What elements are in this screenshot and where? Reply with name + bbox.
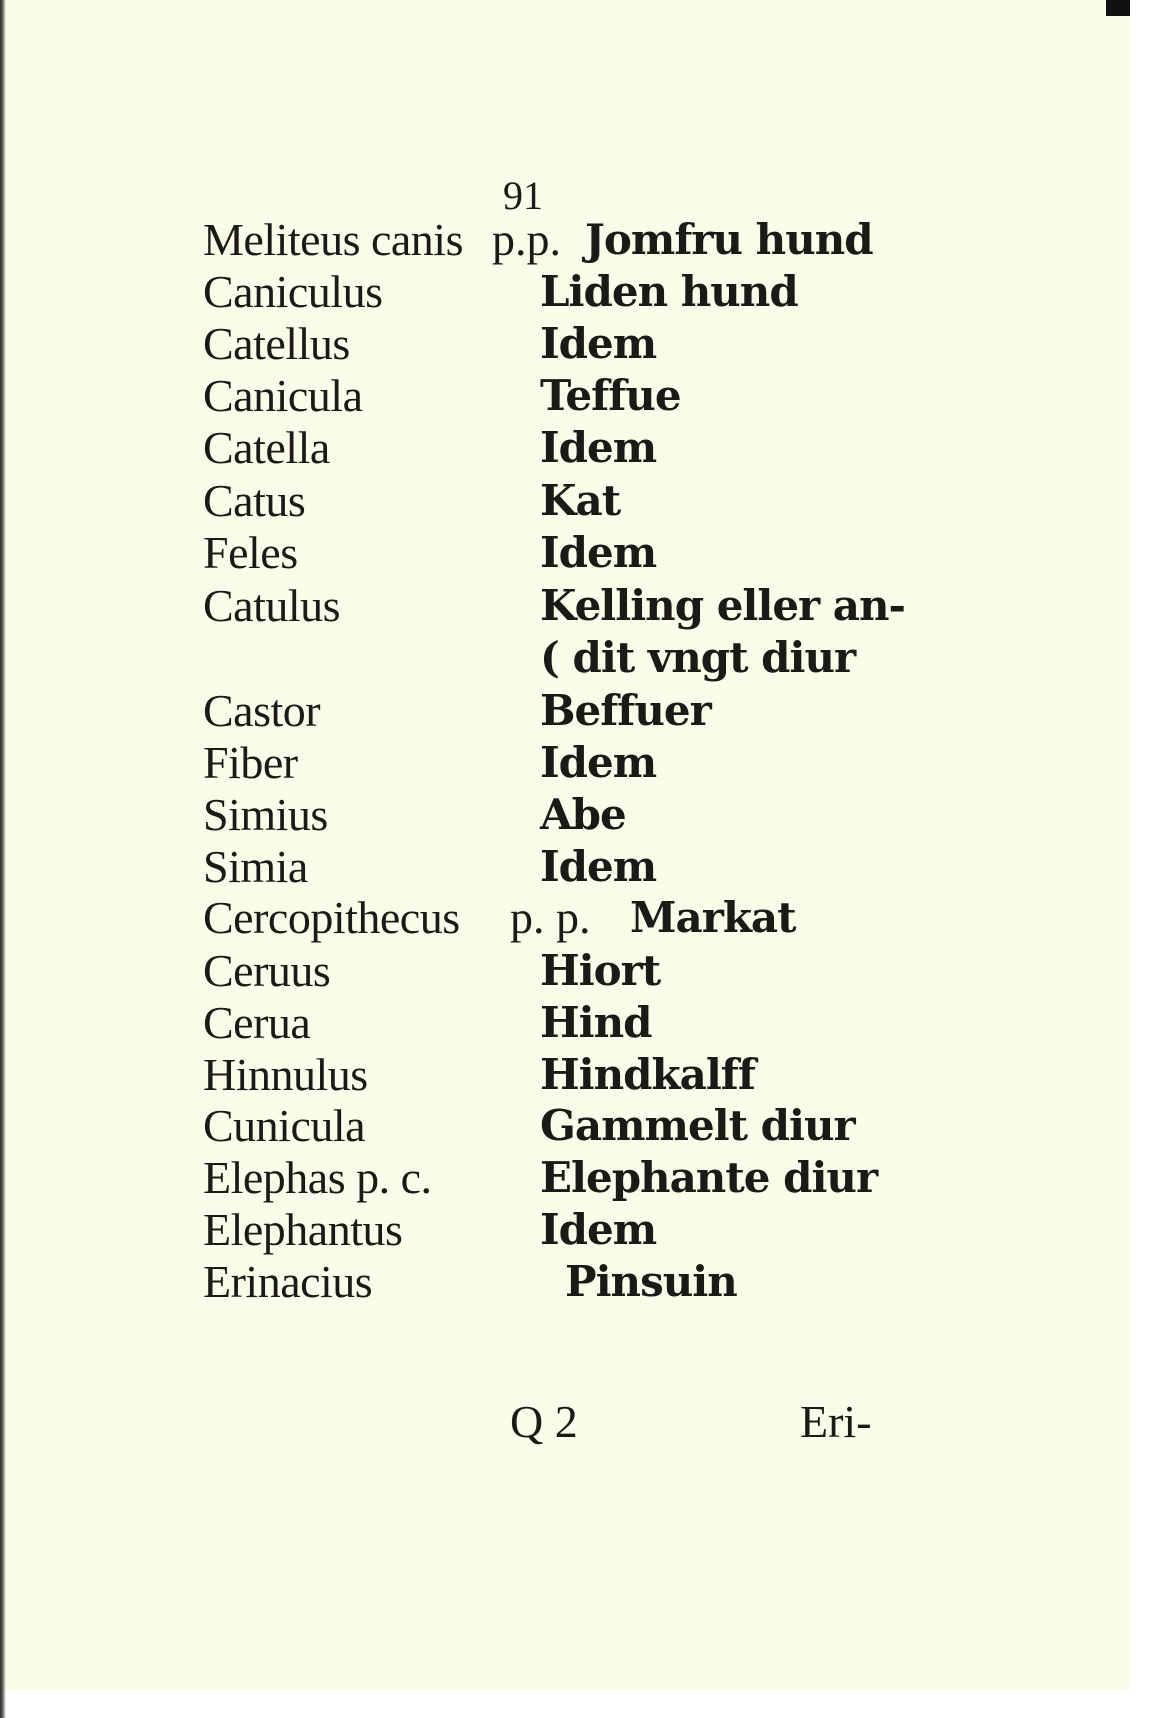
entry-row	[0, 890, 1130, 946]
entry-row	[0, 368, 1130, 424]
latin-term: Cercopithecus	[203, 892, 460, 943]
latin-term: Catulus	[203, 580, 341, 631]
latin-term: Catus	[203, 475, 306, 526]
danish-term: Teffue	[540, 371, 681, 420]
entry-row	[0, 735, 1130, 791]
latin-term: Cerua	[203, 997, 311, 1048]
latin-term: Caniculus	[203, 266, 383, 317]
danish-term: Kelling eller an-	[540, 581, 905, 630]
entry-row	[0, 316, 1130, 372]
danish-term: Idem	[540, 319, 657, 368]
latin-term: Catella	[203, 422, 330, 473]
entry-row	[0, 1202, 1130, 1258]
danish-term: Hindkalff	[540, 1050, 755, 1099]
entry-row	[0, 787, 1130, 843]
entry-row	[0, 1150, 1130, 1206]
latin-term: Catellus	[203, 318, 350, 369]
latin-term: Elephantus	[203, 1204, 403, 1255]
entry-row	[0, 1254, 1130, 1310]
entry-row	[0, 578, 1130, 634]
entry-row	[0, 943, 1130, 999]
danish-term: Hiort	[540, 946, 661, 995]
latin-term: Canicula	[203, 370, 363, 421]
latin-term: Ceruus	[203, 945, 331, 996]
danish-term: Liden hund	[540, 267, 798, 316]
danish-term: ( dit vngt diur	[540, 633, 856, 682]
danish-term: Gammelt diur	[540, 1101, 855, 1150]
latin-term: Castor	[203, 685, 321, 736]
entry-row	[0, 525, 1130, 581]
danish-term: Jomfru hund	[585, 215, 873, 264]
latin-term: Hinnulus	[203, 1049, 368, 1100]
danish-term: Pinsuin	[565, 1257, 737, 1306]
abbreviation: p.p.	[492, 214, 561, 265]
danish-term: Idem	[540, 738, 657, 787]
latin-term: Fiber	[203, 737, 298, 788]
latin-term: Meliteus canis	[203, 214, 463, 265]
entry-row	[0, 264, 1130, 320]
danish-term: Abe	[540, 790, 626, 839]
entry-row-continuation	[0, 630, 1130, 686]
danish-term: Idem	[540, 528, 657, 577]
entry-row	[0, 683, 1130, 739]
entry-row	[0, 1047, 1130, 1103]
signature-mark: Q 2	[510, 1396, 578, 1447]
latin-term: Simius	[203, 789, 328, 840]
catchword: Eri-	[800, 1396, 872, 1447]
entry-row	[0, 473, 1130, 529]
latin-term: Feles	[203, 527, 298, 578]
entry-row	[0, 420, 1130, 476]
latin-term: Elephas p. c.	[203, 1152, 432, 1203]
danish-term: Beffuer	[540, 686, 711, 735]
corner-mark	[1106, 0, 1130, 16]
abbreviation: p. p.	[510, 892, 591, 943]
danish-term: Markat	[630, 893, 796, 942]
entry-row	[0, 995, 1130, 1051]
danish-term: Hind	[540, 998, 652, 1047]
latin-term: Simia	[203, 841, 308, 892]
danish-term: Idem	[540, 423, 657, 472]
entry-row	[0, 212, 1130, 268]
latin-term: Cunicula	[203, 1100, 366, 1151]
danish-term: Elephante diur	[540, 1153, 878, 1202]
danish-term: Idem	[540, 1205, 657, 1254]
page-number: 91	[503, 173, 543, 218]
danish-term: Idem	[540, 842, 657, 891]
latin-term: Erinacius	[203, 1256, 373, 1307]
entry-row	[0, 1098, 1130, 1154]
entry-row	[0, 839, 1130, 895]
danish-term: Kat	[540, 476, 621, 525]
